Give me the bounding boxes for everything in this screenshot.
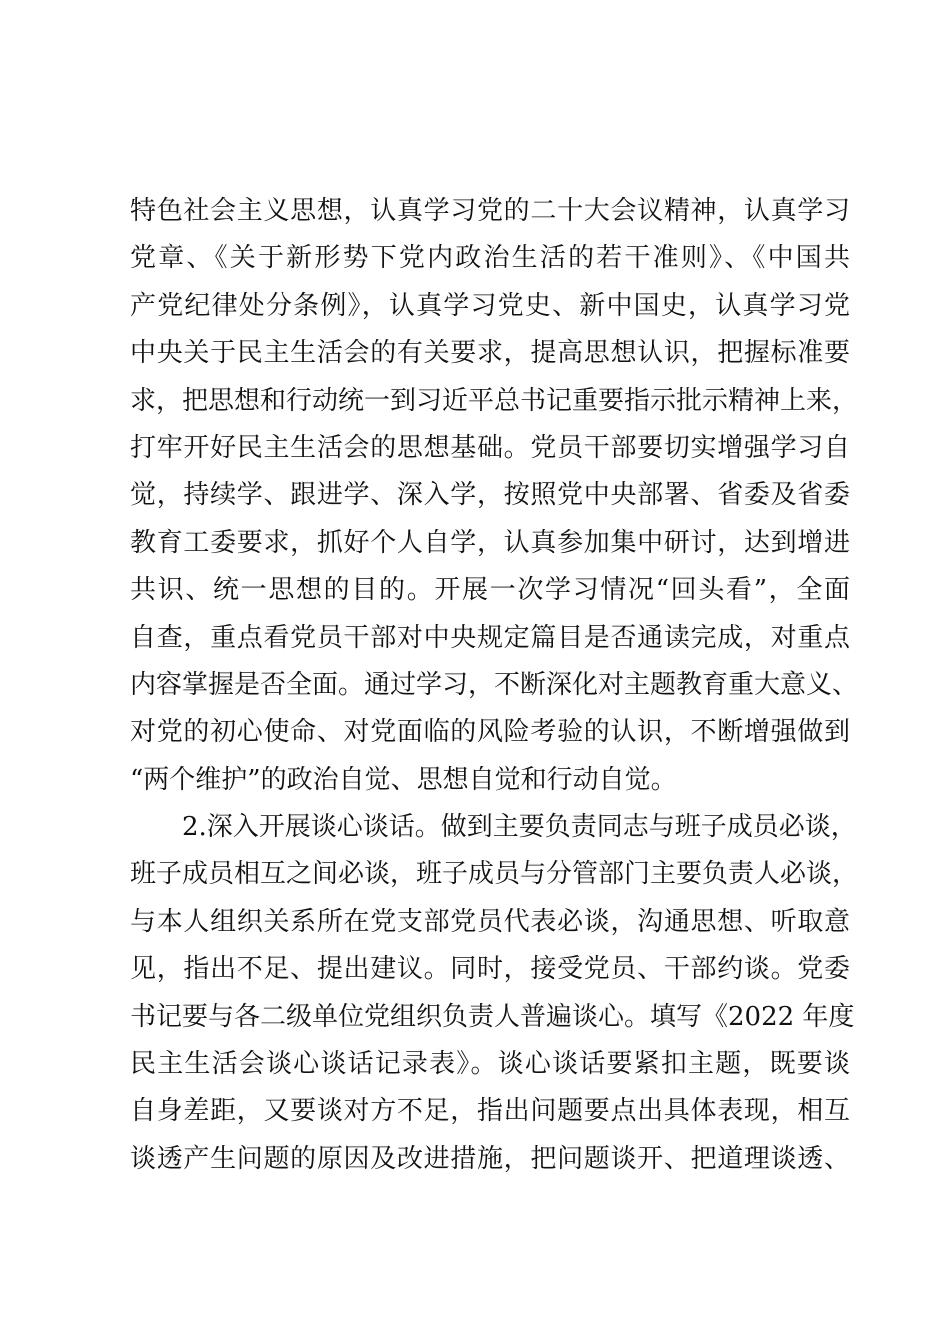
text-line: 觉，持续学、跟进学、深入学，按照党中央部署、省委及省委 <box>130 480 850 511</box>
text-line: 共识、统一思想的目的。开展一次学习情况“回头看”，全面 <box>130 575 850 606</box>
text-line: 教育工委要求，抓好个人自学，认真参加集中研讨，达到增进 <box>130 527 850 558</box>
text-line: 党章、《关于新形势下党内政治生活的若干准则》、《中国共 <box>130 243 850 274</box>
text-line: 特色社会主义思想，认真学习党的二十大会议精神，认真学习 <box>130 196 850 226</box>
text-line: “两个维护”的政治自觉、思想自觉和行动自觉。 <box>130 764 677 795</box>
text-line: 谈透产生问题的原因及改进措施，把问题谈开、把道理谈透、 <box>130 1143 850 1174</box>
paragraph-heart-to-heart-talks <box>130 804 859 1183</box>
text-line: 见，指出不足、提出建议。同时，接受党员、干部约谈。党委 <box>130 954 850 985</box>
text-line: 内容掌握是否全面。通过学习，不断深化对主题教育重大意义、 <box>130 669 859 700</box>
text-line: 2.深入开展谈心谈话。做到主要负责同志与班子成员必谈， <box>182 812 857 843</box>
text-line: 打牢开好民主生活会的思想基础。党员干部要切实增强学习自 <box>130 432 850 463</box>
paragraph-study <box>130 188 859 804</box>
text-line: 中央关于民主生活会的有关要求，提高思想认识，把握标准要 <box>130 338 850 369</box>
document-body <box>130 188 859 1183</box>
text-line: 产党纪律处分条例》，认真学习党史、新中国史，认真学习党 <box>130 290 850 321</box>
text-line: 民主生活会谈心谈话记录表》。谈心谈话要紧扣主题，既要谈 <box>130 1049 850 1080</box>
text-line: 自身差距，又要谈对方不足，指出问题要点出具体表现，相互 <box>130 1096 850 1127</box>
text-line: 班子成员相互之间必谈，班子成员与分管部门主要负责人必谈， <box>130 859 859 890</box>
text-line: 书记要与各二级单位党组织负责人普遍谈心。填写《2022 年度 <box>130 1001 855 1032</box>
text-line: 与本人组织关系所在党支部党员代表必谈，沟通思想、听取意 <box>130 906 850 937</box>
text-line: 求，把思想和行动统一到习近平总书记重要指示批示精神上来， <box>130 385 859 416</box>
text-line: 自查，重点看党员干部对中央规定篇目是否通读完成，对重点 <box>130 622 850 653</box>
text-line: 对党的初心使命、对党面临的风险考验的认识，不断增强做到 <box>130 717 850 748</box>
